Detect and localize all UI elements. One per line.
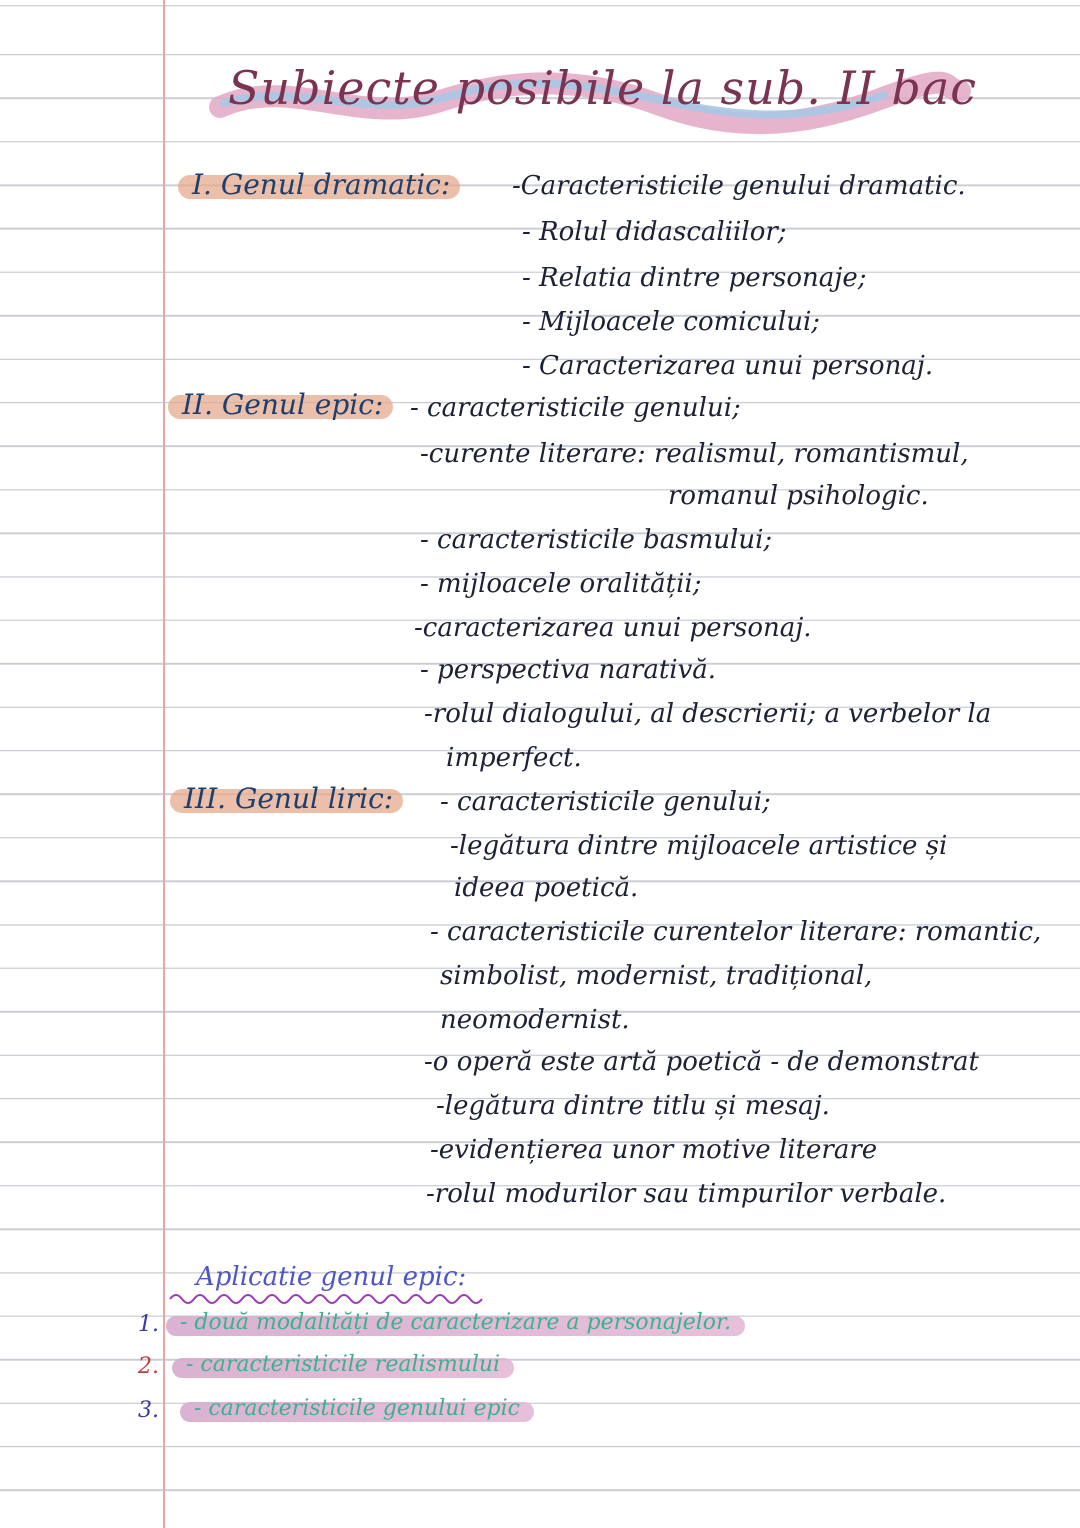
section-heading-liric: III. Genul liric: <box>170 780 403 818</box>
list-item: -legătura dintre mijloacele artistice și <box>450 831 948 861</box>
list-item: - caracteristicile curentelor literare: romantic, <box>430 917 1042 947</box>
application-item: - caracteristicile realismului <box>172 1352 514 1377</box>
list-item: - caracteristicile genului; <box>410 393 741 423</box>
page-title-block <box>200 45 980 145</box>
list-item: romanul psihologic. <box>668 481 929 511</box>
section-heading-dramatic: I. Genul dramatic: <box>178 166 460 204</box>
list-item: ideea poetică. <box>454 873 639 903</box>
list-item: -evidențierea unor motive literare <box>430 1135 878 1165</box>
item-number: 3. <box>138 1398 159 1423</box>
list-item: - caracteristicile genului; <box>440 787 771 817</box>
list-item: - caracteristicile basmului; <box>420 525 773 555</box>
list-item: -Caracteristicile genului dramatic. <box>512 171 966 201</box>
application-item: - caracteristicile genului epic <box>180 1396 534 1421</box>
list-item: - Mijloacele comicului; <box>522 307 821 337</box>
application-item: - două modalități de caracterizare a personajelor. <box>166 1310 745 1335</box>
list-item: -rolul dialogului, al descrierii; a verbelor la <box>424 699 992 729</box>
list-item: simbolist, modernist, tradițional, <box>440 961 873 991</box>
list-item: neomodernist. <box>440 1005 630 1035</box>
list-item: - Relatia dintre personaje; <box>522 263 867 293</box>
list-item: -legătura dintre titlu și mesaj. <box>436 1091 830 1121</box>
application-title-underline <box>168 1290 508 1306</box>
page-title: Subiecte posibile la sub. II bac <box>228 61 978 115</box>
list-item: -o operă este artă poetică - de demonstrat <box>424 1047 979 1077</box>
item-number: 2. <box>138 1354 159 1379</box>
list-item: - perspectiva narativă. <box>420 655 717 685</box>
application-title: Aplicatie genul epic: <box>196 1262 467 1292</box>
list-item: -caracterizarea unui personaj. <box>414 613 812 643</box>
list-item: - Caracterizarea unui personaj. <box>522 351 934 381</box>
list-item: -curente literare: realismul, romantismul, <box>420 439 969 469</box>
list-item: imperfect. <box>446 743 582 773</box>
margin-line <box>163 0 165 1528</box>
item-number: 1. <box>138 1312 159 1337</box>
list-item: - Rolul didascaliilor; <box>522 217 787 247</box>
section-heading-epic: II. Genul epic: <box>168 386 393 424</box>
list-item: -rolul modurilor sau timpurilor verbale. <box>426 1179 947 1209</box>
list-item: - mijloacele oralității; <box>420 569 702 599</box>
